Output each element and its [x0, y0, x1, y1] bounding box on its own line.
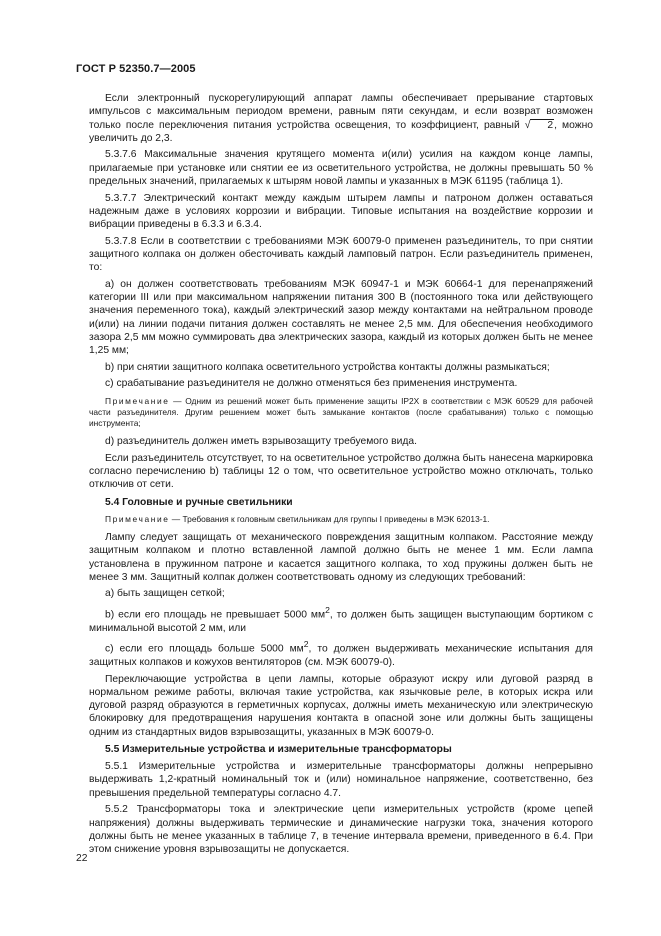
paragraph: 5.3.7.6 Максимальные значения крутящего момента и(или) усилия на каждом конце лампы, прилагаемые при установке или снятии ее из осветительного устройства, не должны превышать 50 % предельных значений, прилагаемых к штырям новой лампы и указанных в МЭК 61195 (таблица 1). [89, 149, 593, 187]
text-run: Если электронный пускорегулирующий аппарат лампы обеспечивает прерывание стартовых импульсов с максимальным периодом времени, равным пяти секундам, и если возврат возможен только после переключения питания устройства освещения, то коэффициент, равный √ [89, 93, 593, 131]
paragraph [89, 92, 593, 145]
note [89, 514, 593, 525]
paragraph: 5.3.7.8 Если в соответствии с требованиями МЭК 60079-0 применен разъединитель, то при снятии защитного колпака он должен обесточивать каждый ламповый патрон. Если разъединитель применен, то: [89, 235, 593, 274]
text-run: c) если его площадь больше 5000 мм [105, 643, 304, 655]
paragraph: Переключающие устройства в цепи лампы, которые образуют искру или дуговой разряд в нормальном режиме работы, включая такие устройства, как язычковые реле, в которых искра или дуговой разряд образуются в герметичных корпусах, должны иметь механическую или электрическую блокировку для предотвращения нарушения контакта в опасной зоне или должны быть защищены одним из стандартных видов взрывозащиты, указанных в МЭК 60079-0. [89, 673, 593, 738]
paragraph: 5.5.1 Измерительные устройства и измерительные трансформаторы должны непрерывно выдерживать 1,2-кратный номинальный ток и (или) номинальное напряжение, соответственно, без превышения предельной температуры согласно 4.7. [89, 761, 593, 799]
text-run: , то должен выдерживать механические испытания для защитных колпаков и кожухов вентиляторов (см. МЭК 60079-0). [89, 643, 594, 669]
list-item: d) разъединитель должен иметь взрывозащиту требуемого вида. [105, 436, 417, 448]
section-heading: 5.5 Измерительные устройства и измерительные трансформаторы [105, 743, 452, 755]
document-header: ГОСТ Р 52350.7—2005 [76, 63, 196, 75]
note-label: Примечание [105, 513, 170, 524]
list-item [89, 638, 593, 669]
list-item: c) срабатывание разъединителя не должно отменяться без применения инструмента. [105, 378, 518, 390]
note [89, 396, 593, 430]
note-label: Примечание [105, 395, 170, 406]
superscript: 2 [303, 639, 309, 650]
list-item: b) при снятии защитного колпака осветительного устройства контакты должны размыкаться; [105, 361, 550, 373]
text-run: , то должен быть защищен выступающим бортиком с минимальной высотой 2 мм, или [89, 609, 593, 634]
paragraph: Лампу следует защищать от механического повреждения защитным колпаком. Расстояние между защитным колпаком и плотно вставленной лампой должно быть не менее 1 мм. Если лампа установлена в пружинном патроне и касается защитного колпака, то ход пружины должен быть не менее 3 мм. Защитный колпак должен соответствовать одному из следующих требований: [89, 532, 593, 583]
page-number: 22 [76, 853, 88, 864]
note-text: — Требования к головным светильникам для группы I приведены в МЭК 62013-1. [169, 513, 490, 524]
section-heading: 5.4 Головные и ручные светильники [105, 496, 293, 508]
text-run: b) если его площадь не превышает 5000 мм [105, 609, 326, 621]
text-run: , можно увеличить до 2,3. [89, 119, 594, 144]
list-item [89, 604, 593, 635]
note-text: — Одним из решений может быть применение защиты IP2X в соответствии с МЭК 60529 для рабочей части разъединителя. Другим решением может быть замыкание контактов (после срабатывания) только с помощью инструмента; [89, 395, 593, 428]
superscript: 2 [325, 605, 330, 616]
list-item: a) быть защищен сеткой; [105, 588, 225, 600]
paragraph: 5.5.2 Трансформаторы тока и электрические цепи измерительных устройств (кроме цепей напряжения) должны выдерживать термические и динамические нагрузки тока, значения которого должны быть не менее указанных в таблице 7, в течение интервала времени, приведенного в 6.4. При этом снижение уровня взрывозащиты не допускается. [89, 804, 593, 856]
paragraph: Если разъединитель отсутствует, то на осветительное устройство должна быть нанесена маркировка согласно перечислению b) таблицы 12 о том, что осветительное устройство можно отключать, только отключив от сети. [89, 452, 593, 491]
list-item: a) он должен соответствовать требованиям МЭК 60947-1 и МЭК 60664-1 для перенапряжений категории III или при максимальном напряжении питания 300 В (постоянного тока или действующего значения переменного тока), каждый электрический зазор между контактами на нейтральном проводе и(или) на линии подачи питания должен составлять не менее 2,5 мм. Для обеспечения необходимого зазора 2,5 мм можно суммировать два электрических зазора, каждый из которых должен быть не менее 1,25 мм; [89, 278, 593, 357]
paragraph: 5.3.7.7 Электрический контакт между каждым штырем лампы и патроном должен оставаться надежным даже в условиях коррозии и вибрации. Типовые испытания на воздействие коррозии и вибрации приведены в 6.3.3 и 6.3.4. [89, 192, 593, 231]
sqrt-radicand: 2 [530, 119, 554, 131]
document-body [89, 92, 593, 860]
